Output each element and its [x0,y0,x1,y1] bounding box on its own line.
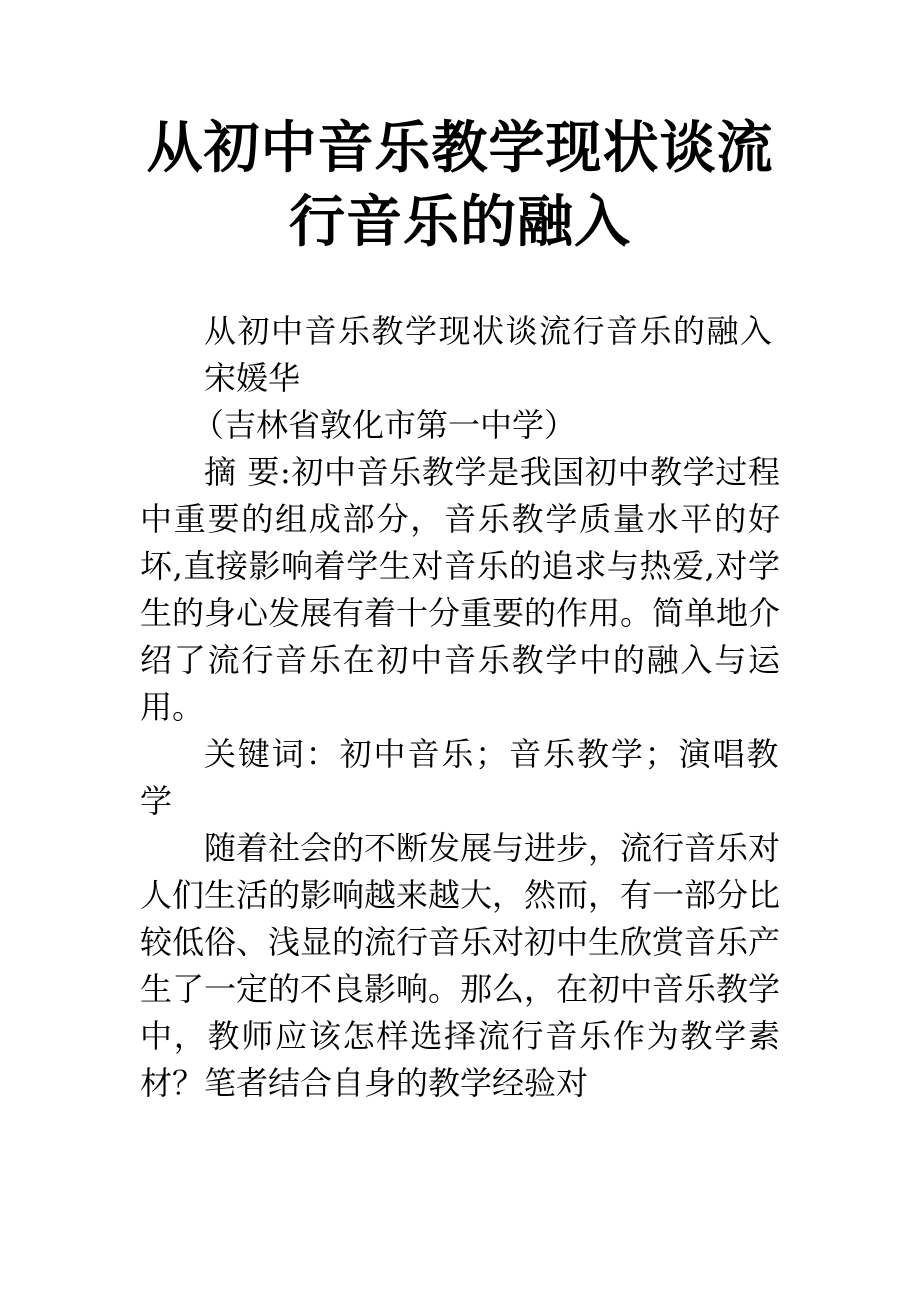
document-title [100,112,820,260]
keywords-text: 初中音乐；音乐教学；演唱教学 [140,735,780,820]
author-name: 宋媛华 [204,359,301,397]
abstract-label: 摘 要: [204,453,291,491]
abstract-paragraph [140,449,780,731]
title-line-2: 行音乐的融入 [289,190,631,255]
title-line-1: 从初中音乐教学现状谈流 [146,116,774,181]
keywords-paragraph [140,731,780,825]
document-body [140,308,780,1107]
author-affiliation: （吉林省敦化市第一中学） [192,406,577,444]
abstract-text: 初中音乐教学是我国初中教学过程中重要的组成部分，音乐教学质量水平的好坏,直接影响着学生对音乐的追求与热爱,对学生的身心发展有着十分重要的作用。简单地介绍了流行音乐在初中音乐教学中的融入与运用。 [140,453,781,726]
subtitle: 从初中音乐教学现状谈流行音乐的融入 [204,312,774,350]
body-paragraph: 随着社会的不断发展与进步，流行音乐对人们生活的影响越来越大，然而，有一部分比较低俗、浅显的流行音乐对初中生欣赏音乐产生了一定的不良影响。那么，在初中音乐教学中，教师应该怎样选择流行音乐作为教学素材？笔者结合自身的教学经验对 [140,829,781,1102]
keywords-label: 关键词： [204,735,340,773]
